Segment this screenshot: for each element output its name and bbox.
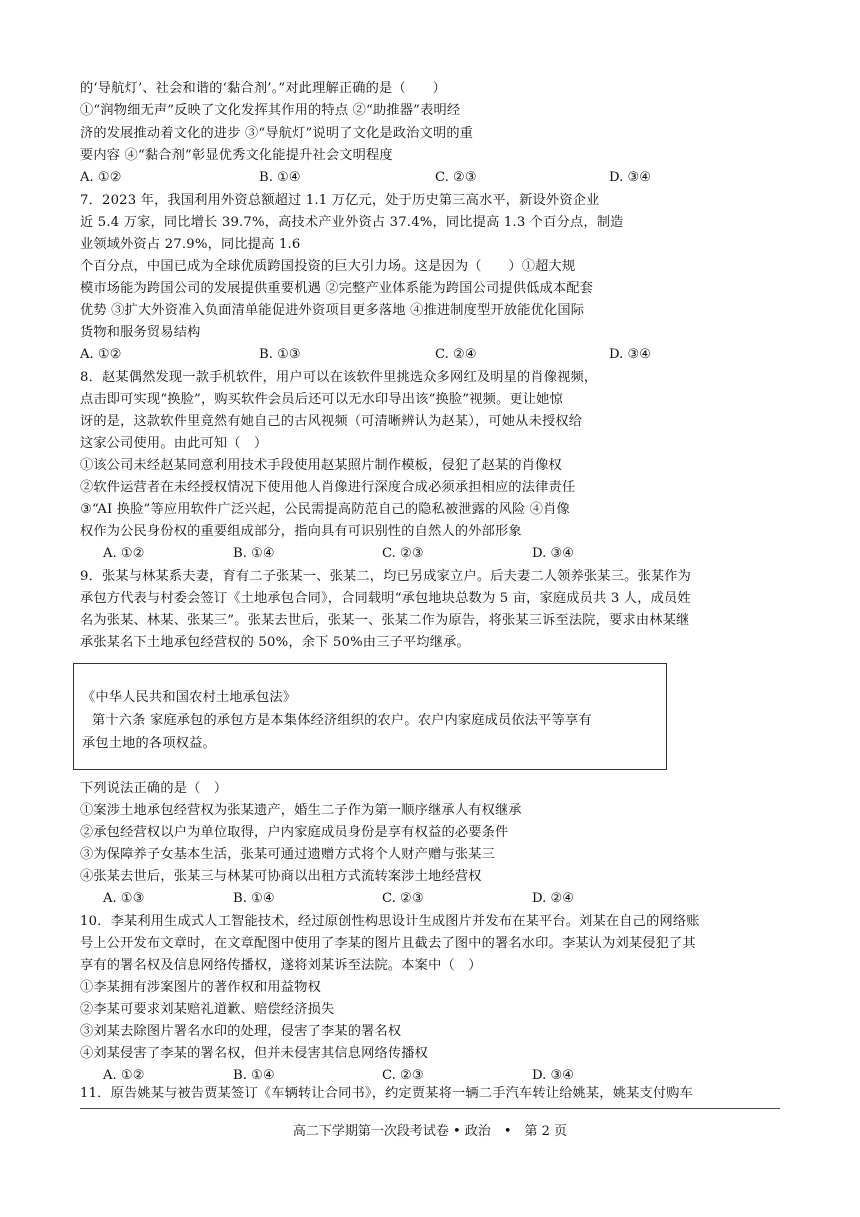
q9-line-3: 名为张某、林某、张某三”。张某去世后，张某一、张某二作为原告，将张某三诉至法院，要求由林某继 xyxy=(80,613,690,628)
q6-line-1: 的‘导航灯’、社会和谐的‘黏合剂’。”对此理解正确的是（ ） xyxy=(80,81,446,96)
q10-statement-2: ②李某可要求刘某赔礼道歉、赔偿经济损失 xyxy=(80,1002,335,1017)
page-footer: 高二下学期第一次段考试卷 • 政治 • 第 2 页 xyxy=(292,1124,568,1139)
q8-line-5: ①该公司未经赵某同意利用技术手段使用赵某照片制作模板，侵犯了赵某的肖像权 xyxy=(80,458,562,473)
q8-line-1: 8．赵某偶然发现一款手机软件，用户可以在该软件里挑选众多网红及明星的肖像视频， xyxy=(80,370,598,385)
q10-statement-1: ①李某拥有涉案图片的著作权和用益物权 xyxy=(80,980,321,995)
q6-line-3: 济的发展推动着文化的进步 ③“导航灯”说明了文化是政治文明的重 xyxy=(80,126,474,141)
q8-line-8: 权作为公民身份权的重要组成部分，指向具有可识别性的自然人的外部形象 xyxy=(80,524,522,539)
q7-line-6: 优势 ③扩大外资准入负面清单能促进外资项目更多落地 ④推进制度型开放能优化国际 xyxy=(80,303,585,318)
q7-options xyxy=(80,345,680,365)
law-title: 《中华人民共和国农村土地承包法》 xyxy=(82,690,297,705)
footer-rule xyxy=(80,1108,780,1109)
q6-line-4: 要内容 ④“黏合剂”彰显优秀文化能提升社会文明程度 xyxy=(80,148,393,163)
q10-statement-3: ③刘某去除图片署名水印的处理，侵害了李某的署名权 xyxy=(80,1024,402,1039)
q8-options xyxy=(103,544,663,564)
q7-line-7: 货物和服务贸易结构 xyxy=(80,325,201,340)
q7-option-c: C. ②④ xyxy=(435,347,477,362)
q9-option-a: A. ①③ xyxy=(103,891,145,906)
q8-option-d: D. ③④ xyxy=(532,546,575,561)
q7-option-d: D. ③④ xyxy=(609,347,652,362)
q9-statement-3: ③为保障养子女基本生活，张某可通过遗赠方式将个人财产赠与张某三 xyxy=(80,847,496,862)
q6-line-2: ①“润物细无声”反映了文化发挥其作用的特点 ②“助推器”表明经 xyxy=(80,103,461,118)
q10-option-b: B. ①④ xyxy=(233,1068,275,1083)
q9-options xyxy=(103,889,663,909)
q8-line-7: ③“AI 换脸”等应用软件广泛兴起，公民需提高防范自己的隐私被泄露的风险 ④肖像 xyxy=(80,502,570,517)
q9-option-b: B. ①④ xyxy=(233,891,275,906)
q9-option-c: C. ②③ xyxy=(382,891,424,906)
q7-line-3: 业领域外资占 27.9%，同比提高 1.6 xyxy=(80,237,301,252)
q8-option-c: C. ②③ xyxy=(382,546,424,561)
q9-line-1: 9．张某与林某系夫妻，育有二子张某一、张某二，均已另成家立户。后夫妻二人领养张某三。张某作为 xyxy=(80,569,692,584)
q9-line-4: 承张某名下土地承包经营权的 50%，余下 50%由三子平均继承。 xyxy=(80,635,470,650)
q6-options xyxy=(80,168,680,188)
q8-line-6: ②软件运营者在未经授权情况下使用他人肖像进行深度合成必须承担相应的法律责任 xyxy=(80,480,576,495)
q10-option-a: A. ①② xyxy=(103,1068,145,1083)
q9-statement-1: ①案涉土地承包经营权为张某遗产，婚生二子作为第一顺序继承人有权继承 xyxy=(80,803,522,818)
q8-option-b: B. ①④ xyxy=(233,546,275,561)
q7-line-5: 模市场能为跨国公司的发展提供重要机遇 ②完整产业体系能为跨国公司提供低成本配套 xyxy=(80,281,594,296)
law-article-line-2: 承包土地的各项权益。 xyxy=(82,736,216,751)
q9-option-d: D. ②④ xyxy=(532,891,575,906)
q10-line-1: 10．李某利用生成式人工智能技术，经过原创性构思设计生成图片并发布在某平台。刘某在自己的网络账 xyxy=(80,914,700,929)
q6-option-b: B. ①④ xyxy=(259,170,301,185)
q9-statement-2: ②承包经营权以户为单位取得，户内家庭成员身份是享有权益的必要条件 xyxy=(80,825,509,840)
q9-prompt: 下列说法正确的是（ ） xyxy=(80,781,228,796)
q9-line-2: 承包方代表与村委会签订《土地承包合同》，合同载明“承包地块总数为 5 亩，家庭成员共 3 人，成员姓 xyxy=(80,591,691,606)
q6-option-a: A. ①② xyxy=(80,170,122,185)
q7-option-b: B. ①③ xyxy=(259,347,301,362)
q6-option-d: D. ③④ xyxy=(609,170,652,185)
q7-option-a: A. ①② xyxy=(80,347,122,362)
q7-line-4: 个百分点，中国已成为全球优质跨国投资的巨大引力场。这是因为（ ）①超大规 xyxy=(80,259,576,274)
q10-statement-4: ④刘某侵害了李某的署名权，但并未侵害其信息网络传播权 xyxy=(80,1046,429,1061)
q9-statement-4: ④张某去世后，张某三与林某可协商以出租方式流转案涉土地经营权 xyxy=(80,869,482,884)
q10-option-c: C. ②③ xyxy=(382,1068,424,1083)
law-article-line-1: 第十六条 家庭承包的承包方是本集体经济组织的农户。农户内家庭成员依法平等享有 xyxy=(92,713,592,728)
q8-line-3: 讶的是，这款软件里竟然有她自己的古风视频（可清晰辨认为赵某），可她从未授权给 xyxy=(80,414,583,429)
q10-line-2: 号上公开发布文章时，在文章配图中使用了李某的图片且截去了图中的署名水印。李某认为刘某侵犯了其 xyxy=(80,936,696,951)
q8-line-4: 这家公司使用。由此可知（ ） xyxy=(80,436,268,451)
q10-options xyxy=(103,1066,663,1086)
q8-option-a: A. ①② xyxy=(103,546,145,561)
q10-option-d: D. ③④ xyxy=(532,1068,575,1083)
q10-line-3: 享有的署名权及信息网络传播权，遂将刘某诉至法院。本案中（ ） xyxy=(80,958,482,973)
q8-line-2: 点击即可实现“换脸”，购买软件会员后还可以无水印导出该“换脸”视频。更让她惊 xyxy=(80,392,563,407)
q7-line-2: 近 5.4 万家，同比增长 39.7%，高技术产业外资占 37.4%，同比提高 1.3 个百分点，制造 xyxy=(80,215,624,230)
q7-line-1: 7．2023 年，我国利用外资总额超过 1.1 万亿元，处于历史第三高水平，新设外资企业 xyxy=(80,193,600,208)
q11-line-1: 11．原告姚某与被告贾某签订《车辆转让合同书》，约定贾某将一辆二手汽车转让给姚某，姚某支付购车 xyxy=(80,1086,694,1101)
q6-option-c: C. ②③ xyxy=(435,170,477,185)
